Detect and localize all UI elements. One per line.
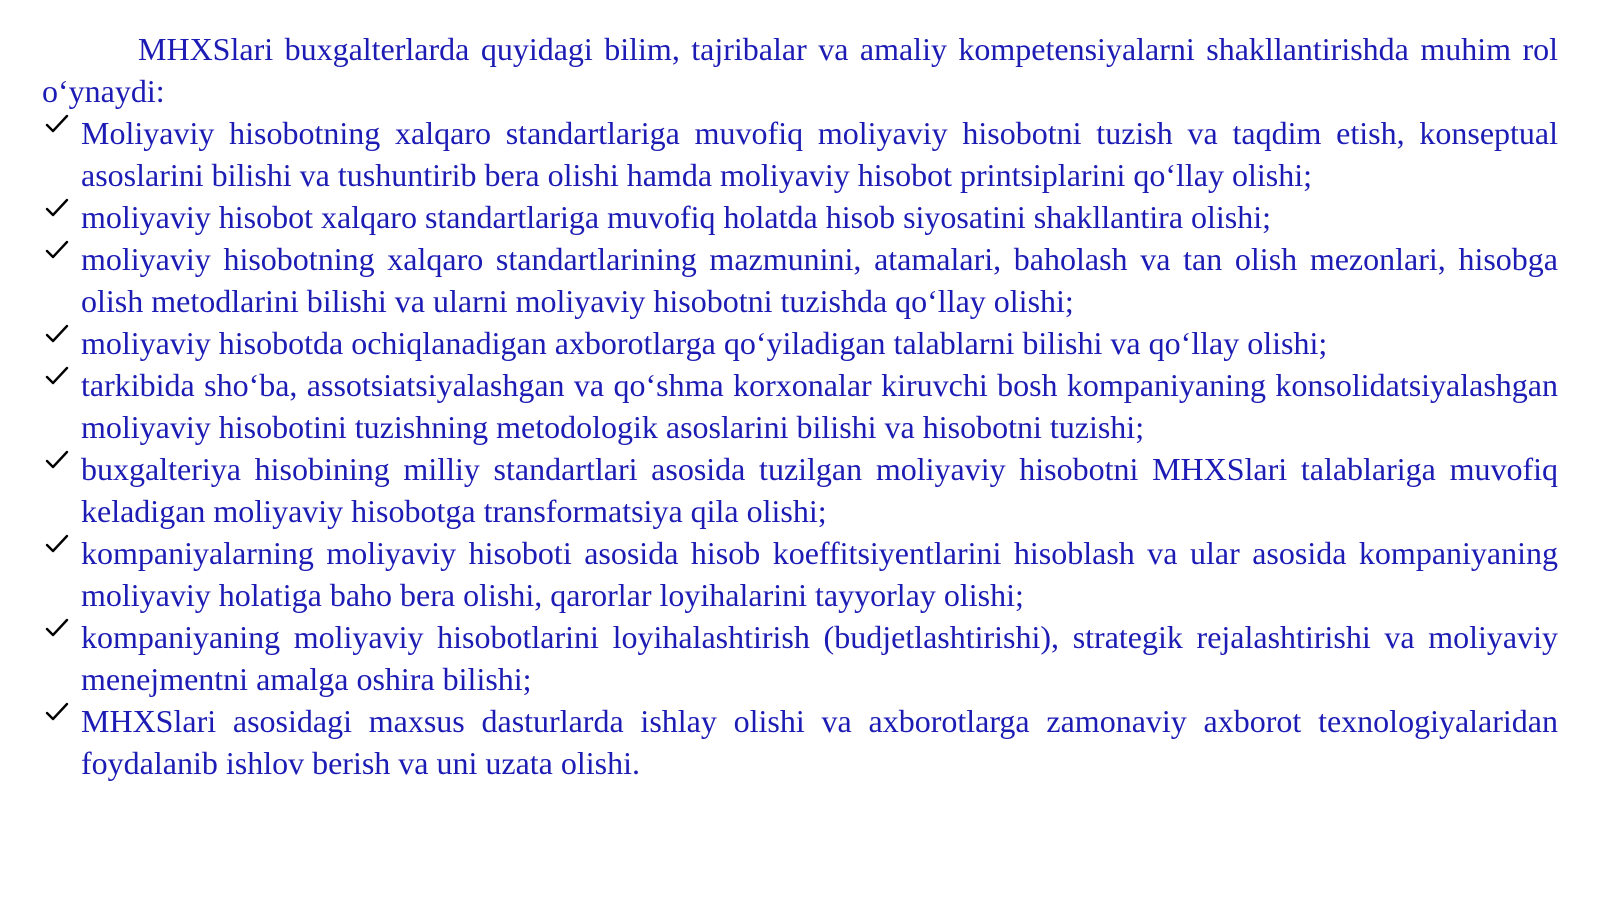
list-item-text: moliyaviy hisobotda ochiqlanadigan axborotlarga qo‘yiladigan talablarni bilishi va qo‘llay olishi; <box>81 325 1328 361</box>
list-item <box>42 532 1558 616</box>
competency-list <box>42 112 1558 784</box>
checkmark-icon <box>45 323 69 347</box>
list-item-text: kompaniyaning moliyaviy hisobotlarini loyihalashtirish (budjetlashtirishi), strategik rejalashtirishi va moliyaviy menejmentni amalga oshira bilishi; <box>81 619 1558 697</box>
document-body <box>42 28 1558 784</box>
list-item <box>42 448 1558 532</box>
list-item-text: tarkibida sho‘ba, assotsiatsiyalashgan va qo‘shma korxonalar kiruvchi bosh kompaniyaning konsolidatsiyalashgan moliyaviy hisobotini tuzishning metodologik asoslarini bilishi va hisobotni tuzishi; <box>81 367 1558 445</box>
intro-paragraph: MHXSlari buxgalterlarda quyidagi bilim, tajribalar va amaliy kompetensiyalarni shakllantirishda muhim rol o‘ynaydi: <box>42 31 1558 109</box>
checkmark-icon <box>45 449 69 473</box>
list-item-text: moliyaviy hisobotning xalqaro standartlarining mazmunini, atamalari, baholash va tan olish mezonlari, hisobga olish metodlarini bilishi va ularni moliyaviy hisobotni tuzishda qo‘llay olishi; <box>81 241 1558 319</box>
list-item <box>42 322 1558 364</box>
checkmark-icon <box>45 365 69 389</box>
checkmark-icon <box>45 113 69 137</box>
list-item <box>42 616 1558 700</box>
checkmark-icon <box>45 197 69 221</box>
checkmark-icon <box>45 701 69 725</box>
list-item <box>42 112 1558 196</box>
list-item <box>42 196 1558 238</box>
list-item <box>42 700 1558 784</box>
checkmark-icon <box>45 239 69 263</box>
checkmark-icon <box>45 617 69 641</box>
list-item-text: Moliyaviy hisobotning xalqaro standartlariga muvofiq moliyaviy hisobotni tuzish va taqdim etish, konseptual asoslarini bilishi va tushuntirib bera olishi hamda moliyaviy hisobot printsiplarini qo‘llay olishi; <box>81 115 1558 193</box>
checkmark-icon <box>45 533 69 557</box>
list-item <box>42 238 1558 322</box>
list-item-text: buxgalteriya hisobining milliy standartlari asosida tuzilgan moliyaviy hisobotni MHXSlari talablariga muvofiq keladigan moliyaviy hisobotga transformatsiya qila olishi; <box>81 451 1558 529</box>
list-item-text: moliyaviy hisobot xalqaro standartlariga muvofiq holatda hisob siyosatini shakllantira olishi; <box>81 199 1272 235</box>
list-item <box>42 364 1558 448</box>
list-item-text: kompaniyalarning moliyaviy hisoboti asosida hisob koeffitsiyentlarini hisoblash va ular asosida kompaniyaning moliyaviy holatiga baho bera olishi, qarorlar loyihalarini tayyorlay olishi; <box>81 535 1558 613</box>
list-item-text: MHXSlari asosidagi maxsus dasturlarda ishlay olishi va axborotlarga zamonaviy axborot texnologiyalaridan foydalanib ishlov berish va uni uzata olishi. <box>81 703 1558 781</box>
